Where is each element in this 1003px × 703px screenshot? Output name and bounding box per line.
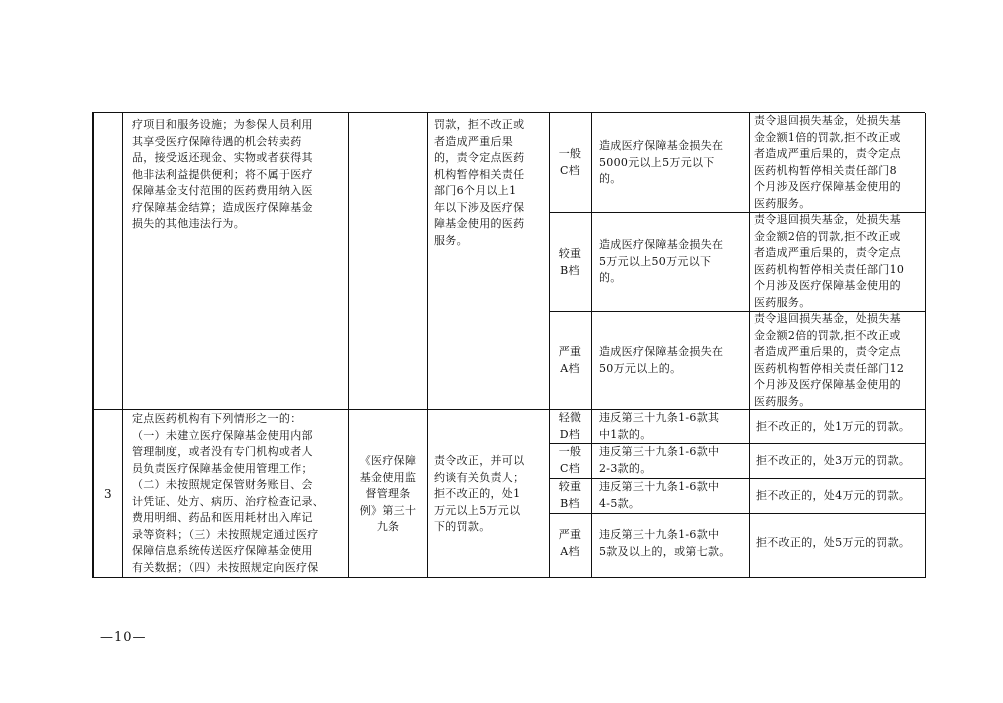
- row-divider: [549, 513, 925, 514]
- penalty-table: [92, 112, 925, 578]
- standard-cell: 拒不改正的，处1万元的罚款。: [756, 420, 911, 433]
- grade-cell: 较重 B档: [558, 247, 582, 277]
- basis-cell: 《医疗保障 基金使用监 督管理条 例》第三十 九条: [359, 454, 417, 533]
- grade-cell: 一般 C档: [558, 147, 582, 177]
- circumstance-cell: 造成医疗保障基金损失在 5万元以上50万元以下 的。: [599, 238, 724, 284]
- col-divider: [122, 113, 123, 578]
- col-divider: [427, 113, 428, 578]
- penalty-cell: 责令改正，并可以 约谈有关负责人； 拒不改正的，处1 万元以上5万元以 下的罚款。: [434, 454, 525, 533]
- grade-cell: 严重 A档: [558, 345, 582, 375]
- situation-cell: 疗项目和服务设施；为参保人员利用 其享受医疗保障待遇的机会转卖药 品，接受返还现金、实物或者获得其 他非法利益提供便利；将不属于医疗 保障基金支付范围的医药费用纳入医 疗保障基金结算；造成医疗保障基金 损失的其他违法行为。: [132, 118, 313, 230]
- circumstance-cell: 违反第三十九条1-6款其 中1款的。: [599, 411, 720, 441]
- penalty-cell: 罚款，拒不改正或 者造成严重后果 的，责令定点医药 机构暂停相关责任 部门6个月以上1 年以下涉及医疗保 障基金使用的医药 服务。: [434, 118, 525, 247]
- page-number: —10—: [100, 630, 147, 645]
- row-index: 3: [104, 487, 112, 501]
- grade-cell: 轻微 D档: [558, 411, 582, 441]
- standard-cell: 拒不改正的，处5万元的罚款。: [756, 536, 911, 549]
- circumstance-cell: 造成医疗保障基金损失在 5000元以上5万元以下 的。: [599, 139, 724, 185]
- standard-cell: 责令退回损失基金，处损失基 金金额1倍的罚款,拒不改正或 者造成严重后果的，责令定点 医药机构暂停相关责任部门8 个月涉及医疗保障基金使用的 医药服务。: [754, 114, 901, 210]
- standard-cell: 责令退回损失基金，处损失基 金金额2倍的罚款,拒不改正或 者造成严重后果的，责令定点 医药机构暂停相关责任部门10 个月涉及医疗保障基金使用的 医药服务。: [754, 213, 905, 309]
- standard-cell: 责令退回损失基金，处损失基 金金额2倍的罚款,拒不改正或 者造成严重后果的，责令定点 医药机构暂停相关责任部门12 个月涉及医疗保障基金使用的 医药服务。: [754, 312, 905, 408]
- col-divider: [591, 113, 592, 578]
- circumstance-cell: 违反第三十九条1-6款中 4-5款。: [599, 480, 720, 510]
- col-divider: [348, 113, 349, 578]
- standard-cell: 拒不改正的，处4万元的罚款。: [756, 489, 911, 502]
- col-divider: [749, 113, 750, 578]
- circumstance-cell: 违反第三十九条1-6款中 2-3款的。: [599, 445, 720, 475]
- row-divider: [94, 577, 925, 578]
- grade-cell: 严重 A档: [558, 528, 582, 558]
- standard-cell: 拒不改正的，处3万元的罚款。: [756, 454, 911, 467]
- situation-cell: 定点医药机构有下列情形之一的： （一）未建立医疗保障基金使用内部 管理制度，或者没有专门机构或者人 员负责医疗保障基金使用管理工作； （二）未按照规定保管财务账目、会 计凭证、处方、病历、治疗检查记录、 费用明细、药品和医用耗材出入库记 录等资料；（三）未按照规定通过医疗 保障信息系统传送医疗保障基金使用 有关数据；（四）未按照规定向医疗保: [132, 412, 325, 574]
- circumstance-cell: 违反第三十九条1-6款中 5款及以上的，或第七款。: [599, 528, 731, 558]
- grade-cell: 较重 B档: [558, 480, 582, 510]
- grade-cell: 一般 C档: [558, 445, 582, 475]
- circumstance-cell: 造成医疗保障基金损失在 50万元以上的。: [599, 345, 724, 375]
- col-divider: [925, 113, 926, 578]
